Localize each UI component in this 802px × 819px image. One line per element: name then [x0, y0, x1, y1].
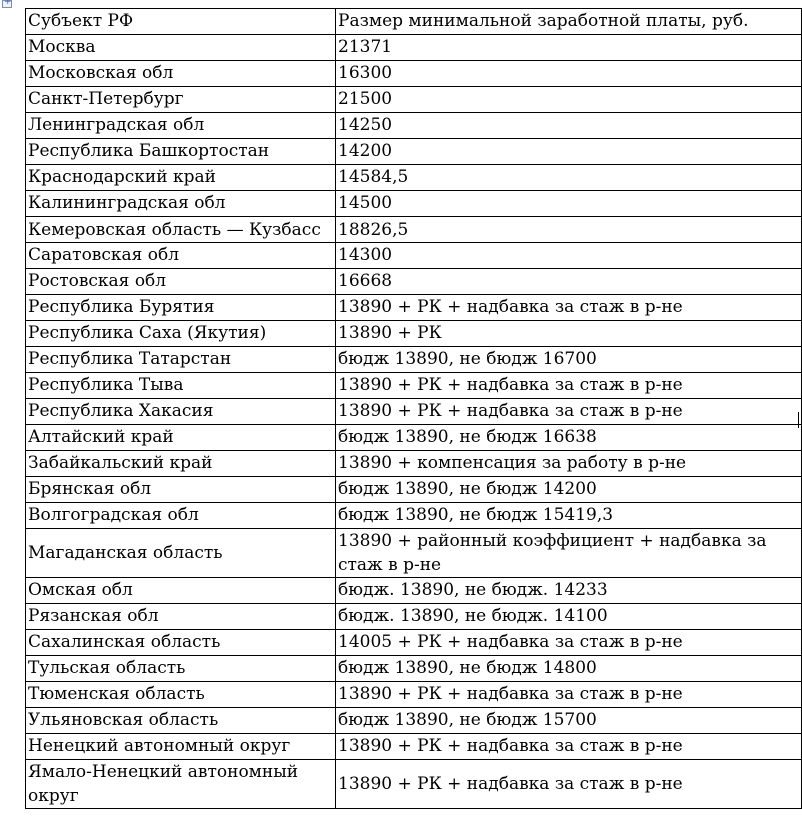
table-row — [26, 113, 802, 139]
table-row — [26, 604, 802, 630]
region-cell: Кемеровская область — Кузбасс — [26, 217, 336, 243]
region-cell: Республика Татарстан — [26, 347, 336, 373]
region-cell: Ленинградская обл — [26, 113, 336, 139]
minimum-wage-table — [25, 8, 802, 809]
header-min-wage: Размер минимальной заработной платы, руб. — [336, 9, 802, 35]
table-row — [26, 321, 802, 347]
region-cell: Республика Саха (Якутия) — [26, 321, 336, 347]
region-cell: Ульяновская область — [26, 708, 336, 734]
table-row — [26, 87, 802, 113]
min-wage-cell: бюдж 13890, не бюдж 15700 — [336, 708, 802, 734]
table-row — [26, 35, 802, 61]
min-wage-cell: 14584,5 — [336, 165, 802, 191]
min-wage-cell: 16668 — [336, 269, 802, 295]
table-row — [26, 61, 802, 87]
region-cell: Магаданская область — [26, 529, 336, 578]
min-wage-cell: 13890 + РК + надбавка за стаж в р-не — [336, 373, 802, 399]
table-row — [26, 243, 802, 269]
min-wage-cell: 14200 — [336, 139, 802, 165]
region-cell: Алтайский край — [26, 425, 336, 451]
table-row — [26, 295, 802, 321]
region-cell: Республика Бурятия — [26, 295, 336, 321]
region-cell: Ямало-Ненецкий автономный округ — [26, 760, 336, 809]
min-wage-cell: 21371 — [336, 35, 802, 61]
table-row — [26, 191, 802, 217]
min-wage-cell: 14005 + РК + надбавка за стаж в р-не — [336, 630, 802, 656]
region-cell: Тульская область — [26, 656, 336, 682]
region-cell: Забайкальский край — [26, 451, 336, 477]
min-wage-cell: 13890 + РК + надбавка за стаж в р-не — [336, 295, 802, 321]
table-row — [26, 425, 802, 451]
min-wage-cell: бюдж. 13890, не бюдж. 14100 — [336, 604, 802, 630]
region-cell: Республика Башкортостан — [26, 139, 336, 165]
min-wage-cell: бюдж 13890, не бюдж 14200 — [336, 477, 802, 503]
table-row — [26, 708, 802, 734]
min-wage-cell: 14500 — [336, 191, 802, 217]
min-wage-cell: бюдж 13890, не бюдж 16700 — [336, 347, 802, 373]
region-cell: Рязанская обл — [26, 604, 336, 630]
region-cell: Волгоградская обл — [26, 503, 336, 529]
min-wage-cell: бюдж 13890, не бюдж 14800 — [336, 656, 802, 682]
table-row — [26, 477, 802, 503]
min-wage-cell: 21500 — [336, 87, 802, 113]
text-cursor — [798, 412, 799, 428]
min-wage-cell: бюдж 13890, не бюдж 16638 — [336, 425, 802, 451]
table-row — [26, 217, 802, 243]
table-row — [26, 760, 802, 809]
region-cell: Ненецкий автономный округ — [26, 734, 336, 760]
min-wage-cell: 14300 — [336, 243, 802, 269]
table-row — [26, 347, 802, 373]
min-wage-cell: 13890 + РК + надбавка за стаж в р-не — [336, 399, 802, 425]
region-cell: Санкт-Петербург — [26, 87, 336, 113]
min-wage-cell: 13890 + РК + надбавка за стаж в р-не — [336, 734, 802, 760]
table-row — [26, 503, 802, 529]
min-wage-cell: 13890 + РК + надбавка за стаж в р-не — [336, 682, 802, 708]
table-row — [26, 656, 802, 682]
region-cell: Сахалинская область — [26, 630, 336, 656]
table-row — [26, 451, 802, 477]
region-cell: Москва — [26, 35, 336, 61]
table-row — [26, 529, 802, 578]
region-cell: Саратовская обл — [26, 243, 336, 269]
min-wage-cell: 13890 + районный коэффициент + надбавка за стаж в р-не — [336, 529, 802, 578]
min-wage-cell: бюдж. 13890, не бюдж. 14233 — [336, 578, 802, 604]
table-header-row — [26, 9, 802, 35]
table-row — [26, 373, 802, 399]
region-cell: Тюменская область — [26, 682, 336, 708]
table-row — [26, 165, 802, 191]
table-move-handle-icon[interactable] — [2, 0, 12, 8]
table-row — [26, 269, 802, 295]
table-row — [26, 734, 802, 760]
min-wage-cell: 18826,5 — [336, 217, 802, 243]
region-cell: Республика Тыва — [26, 373, 336, 399]
table-row — [26, 139, 802, 165]
region-cell: Краснодарский край — [26, 165, 336, 191]
min-wage-cell: 13890 + компенсация за работу в р-не — [336, 451, 802, 477]
region-cell: Калининградская обл — [26, 191, 336, 217]
min-wage-cell: 14250 — [336, 113, 802, 139]
header-region: Субъект РФ — [26, 9, 336, 35]
region-cell: Московская обл — [26, 61, 336, 87]
region-cell: Брянская обл — [26, 477, 336, 503]
region-cell: Республика Хакасия — [26, 399, 336, 425]
table-row — [26, 399, 802, 425]
region-cell: Ростовская обл — [26, 269, 336, 295]
min-wage-cell: 16300 — [336, 61, 802, 87]
table-row — [26, 578, 802, 604]
min-wage-cell: 13890 + РК — [336, 321, 802, 347]
min-wage-cell: 13890 + РК + надбавка за стаж в р-не — [336, 760, 802, 809]
table-row — [26, 682, 802, 708]
table-row — [26, 630, 802, 656]
region-cell: Омская обл — [26, 578, 336, 604]
min-wage-cell: бюдж 13890, не бюдж 15419,3 — [336, 503, 802, 529]
